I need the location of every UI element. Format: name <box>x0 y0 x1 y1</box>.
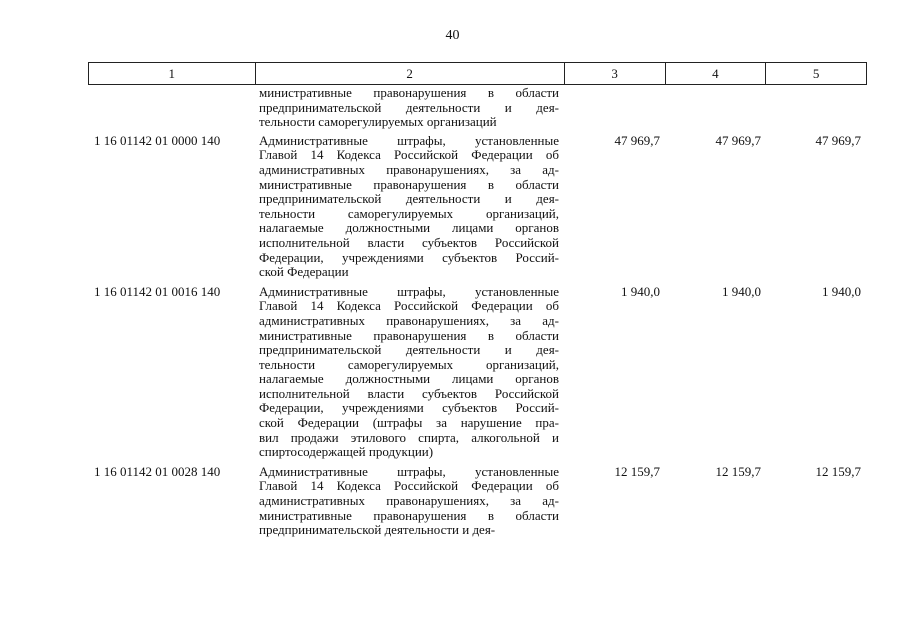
description-line: тельности саморегулируемых организаций, <box>259 356 559 372</box>
code-cell <box>88 86 255 130</box>
code-cell: 1 16 01142 01 0016 140 <box>94 283 221 299</box>
description-line: Главой 14 Кодекса Российской Федерации об <box>259 147 559 163</box>
description-line: вил продажи этилового спирта, алкогольной и <box>259 429 559 445</box>
description-line: Административные штрафы, установленные <box>259 132 559 148</box>
description-line: налагаемые должностными лицами органов <box>259 220 559 236</box>
description-line: административных правонарушениях, за ад- <box>259 493 559 509</box>
table-row <box>88 134 867 280</box>
description-line: Административные штрафы, установленные <box>259 283 559 299</box>
amount-cell-col-3: 1 940,0 <box>621 283 660 299</box>
amount-cell-col-4: 1 940,0 <box>722 283 761 299</box>
table-row <box>88 465 867 538</box>
description-line: налагаемые должностными лицами органов <box>259 371 559 387</box>
description-line: министративные правонарушения в области <box>259 176 559 192</box>
description-line: предпринимательской деятельности и дея- <box>259 191 559 207</box>
amount-cell-col-4: 12 159,7 <box>715 463 761 479</box>
header-col-5: 5 <box>812 66 820 81</box>
description-line: Федерации, учреждениями субъектов Россий- <box>259 249 559 265</box>
amount-cell-col-5: 47 969,7 <box>815 132 861 148</box>
description-line: исполнительной власти субъектов Российской <box>259 385 559 401</box>
amount-cell-col-3: 47 969,7 <box>614 132 660 148</box>
description-line: тельности саморегулируемых организаций <box>259 114 497 130</box>
description-line: министративные правонарушения в области <box>259 507 559 523</box>
code-cell: 1 16 01142 01 0000 140 <box>94 132 221 148</box>
amount-cell-col-5: 1 940,0 <box>822 283 861 299</box>
description-line: Административные штрафы, установленные <box>259 463 559 479</box>
description-line: предпринимательской деятельности и дея- <box>259 342 559 358</box>
description-line: административных правонарушениях, за ад- <box>259 312 559 328</box>
code-cell: 1 16 01142 01 0028 140 <box>94 463 221 479</box>
amount-cell-col-4: 47 969,7 <box>715 132 761 148</box>
description-line: министративные правонарушения в области <box>259 85 559 100</box>
description-cell <box>255 465 565 538</box>
header-col-1: 1 <box>89 63 256 84</box>
header-col-3: 3 <box>565 63 666 84</box>
page-number: 40 <box>445 28 460 43</box>
description-line: исполнительной власти субъектов Российской <box>259 234 559 250</box>
amount-cell-col-3: 12 159,7 <box>614 463 660 479</box>
table-body <box>88 86 867 543</box>
description-cell <box>255 285 565 460</box>
description-line: министративные правонарушения в области <box>259 327 559 343</box>
description-line: ской Федерации (штрафы за нарушение пра- <box>259 415 559 431</box>
description-line: предпринимательской деятельности и дея- <box>259 99 559 115</box>
description-line: предпринимательской деятельности и дея- <box>259 522 496 538</box>
table-row-continuation <box>88 86 867 130</box>
header-col-2: 2 <box>256 63 565 84</box>
header-col-4: 4 <box>666 63 767 84</box>
table-header <box>88 62 867 85</box>
description-line: Федерации, учреждениями субъектов Россий- <box>259 400 559 416</box>
description-line: спиртосодержащей продукции) <box>259 444 434 460</box>
description-line: Главой 14 Кодекса Российской Федерации об <box>259 478 559 494</box>
description-line: Главой 14 Кодекса Российской Федерации об <box>259 298 559 314</box>
description-line: тельности саморегулируемых организаций, <box>259 205 559 221</box>
description-cell <box>255 86 565 130</box>
table-rows <box>88 134 867 538</box>
table-row <box>88 285 867 460</box>
description-line: ской Федерации <box>259 264 349 280</box>
amount-cell-col-5: 12 159,7 <box>815 463 861 479</box>
description-line: административных правонарушениях, за ад- <box>259 161 559 177</box>
description-cell <box>255 134 565 280</box>
